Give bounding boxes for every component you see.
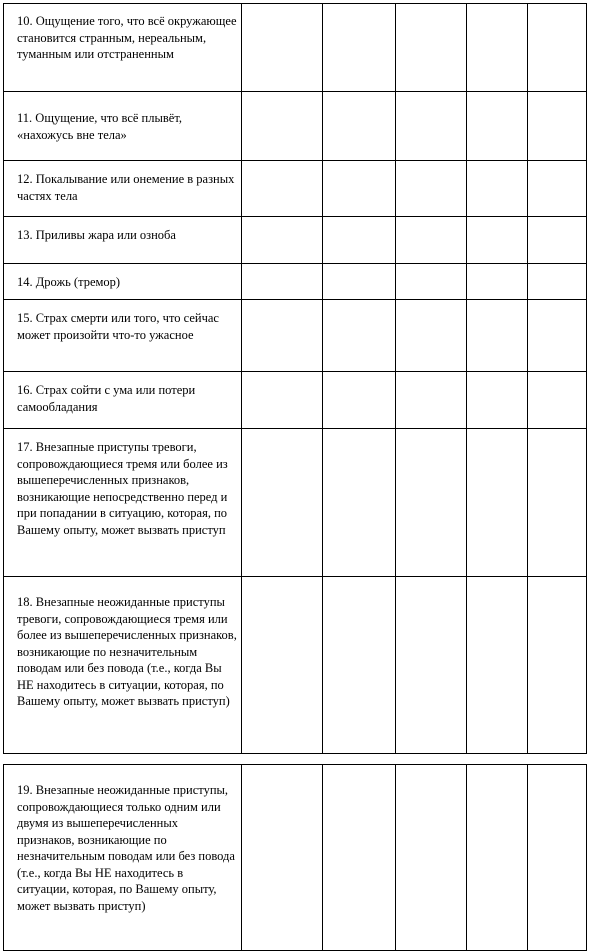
question-text-15: 15. Страх смерти или того, что сейчас может произойти что-то ужасное [17, 311, 219, 342]
answer-cell[interactable] [467, 264, 528, 300]
answer-cell[interactable] [528, 765, 587, 951]
answer-cell[interactable] [528, 4, 587, 92]
table-row-16 [4, 372, 587, 429]
answer-cell[interactable] [323, 92, 396, 161]
answer-cell[interactable] [467, 577, 528, 754]
answer-cell[interactable] [396, 300, 467, 372]
answer-cell[interactable] [528, 429, 587, 577]
table-row-18 [4, 577, 587, 754]
answer-cell[interactable] [323, 4, 396, 92]
question-text-18: 18. Внезапные неожиданные приступы тревоги, сопровождающиеся тремя или более из вышеперечисленных признаков, возникающие по незначительным поводам или без повода (т.е., когда Вы НЕ находитесь в ситуации, которая, по Вашему опыту, может вызвать приступ) [17, 595, 237, 708]
table-row-12 [4, 161, 587, 217]
answer-cell[interactable] [467, 161, 528, 217]
question-text-14: 14. Дрожь (тремор) [17, 275, 121, 289]
answer-cell[interactable] [467, 4, 528, 92]
answer-cell[interactable] [242, 300, 323, 372]
question-text-10: 10. Ощущение того, что всё окружающее становится странным, нереальным, туманным или отстраненным [17, 14, 237, 61]
question-text-17: 17. Внезапные приступы тревоги, сопровождающиеся тремя или более из вышеперечисленных признаков, возникающие непосредственно перед и при попадании в ситуацию, которая, по Вашему опыту, может вызвать приступ [17, 440, 228, 537]
answer-cell[interactable] [323, 300, 396, 372]
answer-cell[interactable] [396, 429, 467, 577]
question-cell [4, 577, 242, 754]
question-text-11: 11. Ощущение, что всё плывёт, «нахожусь вне тела» [17, 111, 182, 142]
table-row-17 [4, 429, 587, 577]
answer-cell[interactable] [323, 577, 396, 754]
answer-cell[interactable] [242, 264, 323, 300]
answer-cell[interactable] [396, 577, 467, 754]
answer-cell[interactable] [467, 372, 528, 429]
answer-cell[interactable] [528, 577, 587, 754]
answer-cell[interactable] [242, 4, 323, 92]
answer-cell[interactable] [467, 429, 528, 577]
answer-cell[interactable] [242, 92, 323, 161]
answer-cell[interactable] [396, 92, 467, 161]
answer-cell[interactable] [323, 161, 396, 217]
answer-cell[interactable] [242, 161, 323, 217]
question-text-19: 19. Внезапные неожиданные приступы, сопровождающиеся только одним или двумя из вышеперечисленных признаков, возникающие по незначительным поводам или без повода (т.е., когда Вы НЕ находитесь в ситуации, которая, по Вашему опыту, может вызвать приступ) [17, 783, 235, 913]
answer-cell[interactable] [467, 765, 528, 951]
table-row-19 [4, 765, 587, 951]
answer-cell[interactable] [323, 217, 396, 264]
answer-cell[interactable] [242, 372, 323, 429]
question-text-13: 13. Приливы жара или озноба [17, 228, 176, 242]
answer-cell[interactable] [323, 765, 396, 951]
answer-cell[interactable] [528, 300, 587, 372]
answer-cell[interactable] [323, 372, 396, 429]
answer-cell[interactable] [242, 577, 323, 754]
answer-cell[interactable] [396, 765, 467, 951]
question-cell [4, 92, 242, 161]
question-cell [4, 372, 242, 429]
answer-cell[interactable] [528, 161, 587, 217]
answer-cell[interactable] [528, 92, 587, 161]
answer-cell[interactable] [467, 92, 528, 161]
symptom-table-top [3, 3, 587, 754]
question-cell [4, 264, 242, 300]
table-row-11 [4, 92, 587, 161]
question-cell [4, 300, 242, 372]
answer-cell[interactable] [242, 429, 323, 577]
question-text-12: 12. Покалывание или онемение в разных частях тела [17, 172, 235, 203]
table-row-10 [4, 4, 587, 92]
table-row-15 [4, 300, 587, 372]
answer-cell[interactable] [396, 264, 467, 300]
answer-cell[interactable] [528, 264, 587, 300]
answer-cell[interactable] [528, 372, 587, 429]
answer-cell[interactable] [323, 264, 396, 300]
question-cell [4, 765, 242, 951]
answer-cell[interactable] [396, 217, 467, 264]
answer-cell[interactable] [396, 372, 467, 429]
answer-cell[interactable] [528, 217, 587, 264]
question-cell [4, 217, 242, 264]
answer-cell[interactable] [396, 161, 467, 217]
table-row-13 [4, 217, 587, 264]
question-text-16: 16. Страх сойти с ума или потери самообладания [17, 383, 196, 414]
answer-cell[interactable] [467, 300, 528, 372]
answer-cell[interactable] [467, 217, 528, 264]
question-cell [4, 429, 242, 577]
question-cell [4, 4, 242, 92]
answer-cell[interactable] [323, 429, 396, 577]
table-row-14 [4, 264, 587, 300]
question-cell [4, 161, 242, 217]
answer-cell[interactable] [242, 217, 323, 264]
symptom-table-bottom [3, 764, 587, 951]
answer-cell[interactable] [396, 4, 467, 92]
answer-cell[interactable] [242, 765, 323, 951]
